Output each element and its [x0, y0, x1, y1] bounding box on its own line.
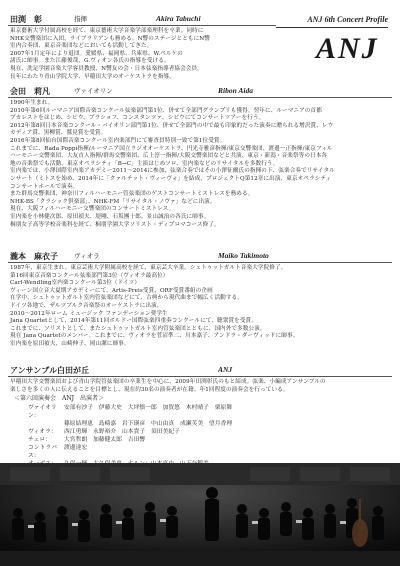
profile-header	[8, 250, 392, 263]
members-row	[28, 444, 388, 460]
members-row	[28, 436, 388, 444]
members-row	[28, 420, 388, 428]
profile-text: 東京藝術大学付属高校を経て、東京藝術大学音楽学部楽理科を卒業。同時に NHK交響楽団に入団。ライブラリアンも務める。N響のステージとともにN響 室内合奏団、東京音楽団などにおいても活動してきた。 2007年1月定年により退団。愛媛県、福岡県、兵庫県、W.ペルケの 諸氏に師事。また江藤俊哉、G.ヴィオン各氏の指導を受ける。 現在、洗足学園音楽大学客員教授、N響友の会・日本弦楽指導者協会会員。 長年にわたり青山学院大学、早稲田大学のオーケストラを指導。	[10, 28, 210, 80]
profile-romaji: Akira Tabuchi	[156, 14, 201, 23]
instrument-label: コントラバス：	[28, 445, 57, 459]
instrument-label	[28, 420, 64, 428]
profile-ensemble	[8, 364, 392, 394]
profile-header	[8, 364, 392, 377]
member-names: 渡邊達宏	[64, 445, 88, 451]
instrument-label: チェロ：	[28, 437, 52, 443]
profile-name: 会田 莉凡	[10, 86, 50, 96]
member-names: 篠原結理恵 島崎嘉 岩下瑛彦 中山由真 成瀬芙美 望月香理	[64, 421, 238, 427]
profile-name: 田渕 彰	[10, 14, 42, 24]
anj-logo: ANJ	[316, 32, 379, 65]
profile-text: 早稲田大学交響楽団および青山学院管弦楽団の卒業生を中心に、2009年田渕彰氏のもと結成。弦楽、小編成アンサンブルの 楽しさを多くの人に伝えることを目標とし、現在約30名の演奏者が在籍、年1回程度の演奏会を行っている。	[10, 379, 326, 393]
profile-romaji: Ribon Aida	[218, 86, 253, 95]
concert-photo	[0, 463, 400, 566]
profile-takimoto	[8, 250, 392, 349]
concert-title: ANJ 6th Concert Profile	[276, 13, 388, 28]
profile-tabuchi	[8, 13, 276, 81]
instrument-label: ヴァイオリン：	[28, 405, 57, 419]
profile-header	[8, 85, 392, 98]
profile-text: 1990年生まれ。 2010年第6回ルーマニア国際音楽コンクール弦楽部門第1位、併せて全部門グランプリも獲得。翌年に、ルーマニアの首都 ブカレストをはじめ、シビウ、ブラショフ、コンスタンツァ、シビウにてコンサートツアーを行う。 2012年第8回日本音楽コンクール・バイオリン部門第1位、併せて全部門の中で最も印象的だった演奏に贈られる增沢賞、レウ カディア賞、黒柳賞、鷲見賞を受賞。 2016年第8回仙台国際音楽コンクール室内楽部門にて審査員特別一致で第1位受賞。 これまでに、Rada Poppi指揮/ルーマニア国立ラジオオーケストラ、円光寺雅彦指揮/東京交響楽団、渡邊一正指揮/東京フィル ハーモニー交響楽団、大友直人指揮/群馬交響楽団、広上淳一指揮/大阪交響楽団などと共演、東京・新潟・音楽祭等の日本各 地の音楽祭でも活動。東京オペラシティ「B→C」主演はじめソロ、室内楽などのリサイタルを多数行う。 室内楽では、小澤国際室内楽アカデミー2011～2014に参加、弦楽合奏ではその小澤征爾氏の指揮の下、弦楽合奏でリサイタル ンサート（ミトスを始め、2014年に「クァルテット・ヴィーヴォ」を結成、プロジェクトQ第12章に出演、東京オペラシティ コンサートホールで演奏。 また群馬交響楽団、神奈川フィルハーモニー管弦楽団のゲストコンサートミストレスを務める。 NHK-BS「クラシック倶楽部」、NHK-FM「リサイタル・ノヴァ」などに出演。 現在、大阪フィルハーモニー交響楽団のコンサートミストレス。 室内楽を小林健次郎、原田禎夫、堤剛、石坂團十郎、景山誠治の各氏に師事。 桐朋女子高等学校音楽科を経て、桐朋学園大学ソリスト・ディプロマコース修了。	[10, 100, 335, 228]
instrument-label: ヴィオラ：	[28, 429, 57, 435]
members-list	[28, 404, 388, 468]
profile-header	[8, 13, 276, 26]
profile-name: アンサンブル白田が丘	[10, 365, 89, 375]
profile-text: 1987年、東京生まれ。東京芸術大学附属高校を経て、東京芸大卒業。シュトゥットガルト音楽大学院修了。 第16回東京音楽コンクール弦楽部門第3位（ヴィオラ最高位） Carl-Wendling室内楽コンクール第3位（ドイツ） ヴィーン国立音大夏期アカデミーにて、Artis-Preis受賞、ORF受賞番組の企画 在学中、シュトゥットガルト室内管弦楽団などにて、古典から現代曲まで幅広く活動する。 ドイツ各地で、ザルツブルク音楽祭のオーケストラに出演。 2010～2012年ローム ミュージック ファンデーション奨学生 Jana Quartetとして、2014年第11回ボルドー国際弦楽四重奏コンクールにて、聴衆賞を受賞。 これまでに、ソリストとして、またシュトゥットガルト室内管弦楽団とともに、国内外で多数公演。 現在 Jana Quartetのメンバー。これまでに、ヴィオラを菅沼準二、川本嘉子、アンドラ・ダーヴィッドに師事。 室内楽を原田禎夫、山崎伸子、岡山潔に師事。	[10, 265, 299, 347]
member-names: 西江勇輝 永野裕介 山本貴子 須田美紀子	[64, 429, 180, 435]
profile-role: ヴァイオリン	[74, 87, 113, 95]
profile-romaji: Maiko Takimoto	[218, 251, 269, 260]
members-row	[28, 404, 388, 420]
profile-romaji: ANJ	[218, 365, 233, 374]
member-names: 安部有沙子 伊藤大史 大坪慎一郎 加賀悠 木村晴子 栗原舞	[64, 405, 233, 411]
orchestra-photo-illustration	[0, 463, 400, 566]
profile-aida	[8, 85, 392, 229]
member-names: 大宮哲朗 加藤健太郎 吉田響	[64, 437, 146, 443]
members-row	[28, 428, 388, 436]
profile-name: 瀧本 麻衣子	[10, 251, 58, 261]
profile-role: ヴィオラ	[74, 252, 100, 260]
members-title: ＜第六回演奏会 ANJ 出演者＞	[14, 395, 104, 402]
profile-role: 指揮	[74, 15, 87, 23]
